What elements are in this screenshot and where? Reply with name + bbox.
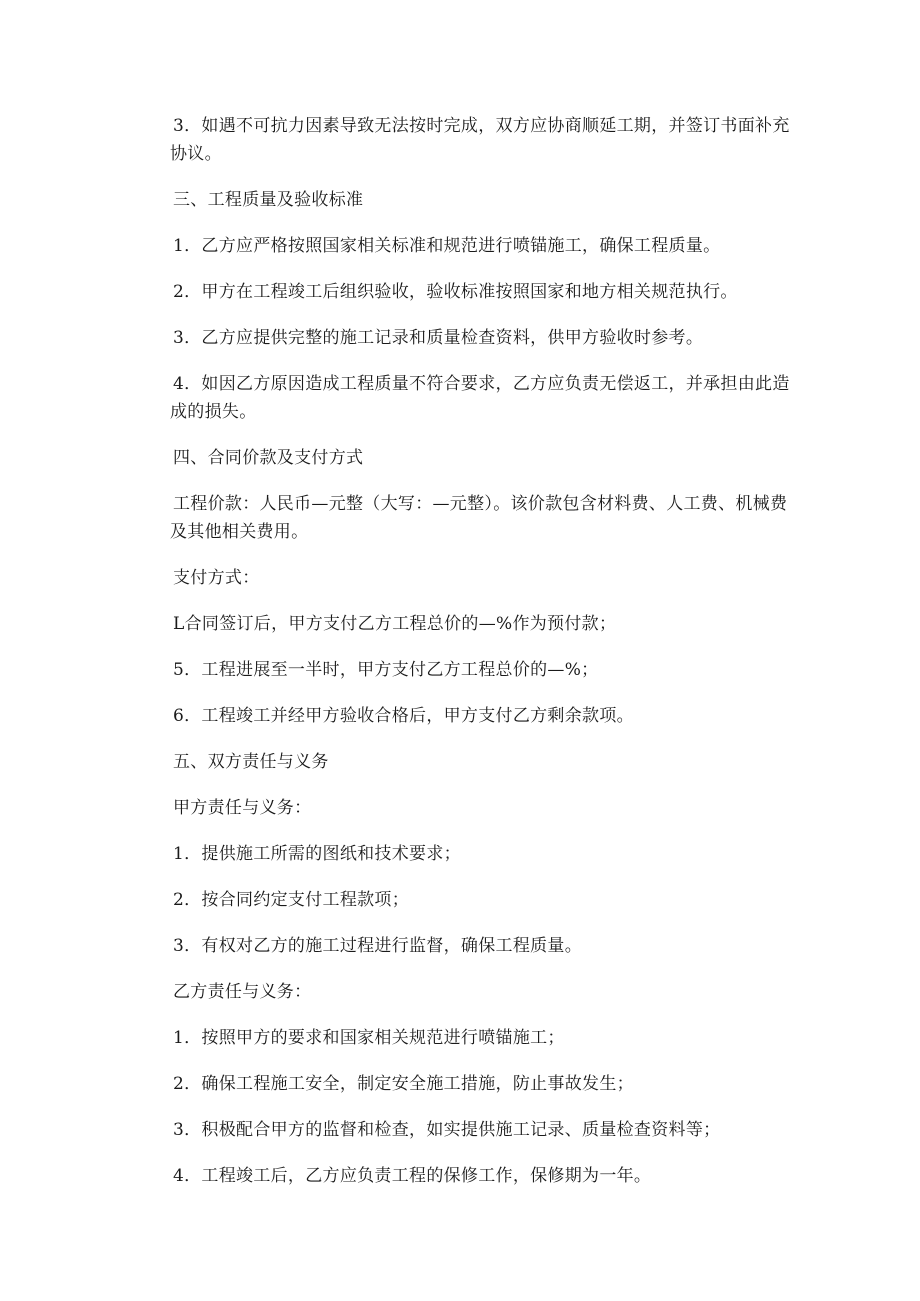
text-line: 甲方责任与义务： bbox=[173, 798, 312, 818]
text-line: 5．工程进展至一半时，甲方支付乙方工程总价的—%； bbox=[173, 660, 599, 680]
text-line: 成的损失。 bbox=[170, 402, 257, 422]
text-line: 五、双方责任与义务 bbox=[173, 752, 329, 772]
document-body bbox=[170, 112, 790, 1190]
text-line: 及其他相关费用。 bbox=[170, 522, 309, 542]
payment-item-5 bbox=[173, 656, 788, 684]
payment-method-label bbox=[173, 564, 788, 592]
text-line: 协议。 bbox=[170, 144, 222, 164]
party-b-label bbox=[173, 978, 788, 1006]
text-line: 工程价款：人民币—元整（大写：—元整）。该价款包含材料费、人工费、机械费 bbox=[173, 494, 788, 514]
text-line: 3．积极配合甲方的监督和检查，如实提供施工记录、质量检查资料等； bbox=[173, 1120, 721, 1140]
text-line: 三、工程质量及验收标准 bbox=[173, 190, 364, 210]
text-line: 1．提供施工所需的图纸和技术要求； bbox=[173, 844, 461, 864]
text-line: 4．工程竣工后，乙方应负责工程的保修工作，保修期为一年。 bbox=[173, 1166, 652, 1186]
text-line: 支付方式： bbox=[173, 568, 260, 588]
quality-item-3 bbox=[173, 324, 788, 352]
party-b-item-2 bbox=[173, 1070, 788, 1098]
section-heading-price bbox=[173, 444, 788, 472]
text-line: 3．乙方应提供完整的施工记录和质量检查资料，供甲方验收时参考。 bbox=[173, 328, 704, 348]
section-heading-quality bbox=[173, 186, 788, 214]
quality-item-4 bbox=[170, 370, 790, 426]
party-a-item-1 bbox=[173, 840, 788, 868]
quality-item-2 bbox=[173, 278, 788, 306]
clause-3-force-majeure bbox=[170, 112, 790, 168]
quality-item-1 bbox=[173, 232, 788, 260]
party-a-item-2 bbox=[173, 886, 788, 914]
text-line: 1．按照甲方的要求和国家相关规范进行喷锚施工； bbox=[173, 1028, 565, 1048]
text-line: 1．乙方应严格按照国家相关标准和规范进行喷锚施工，确保工程质量。 bbox=[173, 236, 721, 256]
text-line: 2．按合同约定支付工程款项； bbox=[173, 890, 410, 910]
section-heading-responsibilities bbox=[173, 748, 788, 776]
payment-item-1 bbox=[173, 610, 788, 638]
text-line: L合同签订后，甲方支付乙方工程总价的—%作为预付款； bbox=[173, 614, 617, 634]
text-line: 乙方责任与义务： bbox=[173, 982, 312, 1002]
text-line: 6．工程竣工并经甲方验收合格后，甲方支付乙方剩余款项。 bbox=[173, 706, 634, 726]
text-line: 2．甲方在工程竣工后组织验收，验收标准按照国家和地方相关规范执行。 bbox=[173, 282, 738, 302]
payment-item-6 bbox=[173, 702, 788, 730]
text-line: 2．确保工程施工安全，制定安全施工措施，防止事故发生； bbox=[173, 1074, 634, 1094]
text-line: 4．如因乙方原因造成工程质量不符合要求，乙方应负责无偿返工，并承担由此造 bbox=[173, 374, 790, 394]
party-b-item-1 bbox=[173, 1024, 788, 1052]
party-b-item-3 bbox=[173, 1116, 788, 1144]
text-line: 四、合同价款及支付方式 bbox=[173, 448, 364, 468]
price-paragraph bbox=[170, 490, 788, 546]
party-a-label bbox=[173, 794, 788, 822]
party-b-item-4 bbox=[173, 1162, 788, 1190]
text-line: 3．如遇不可抗力因素导致无法按时完成，双方应协商顺延工期，并签订书面补充 bbox=[173, 116, 790, 136]
party-a-item-3 bbox=[173, 932, 788, 960]
text-line: 3．有权对乙方的施工过程进行监督，确保工程质量。 bbox=[173, 936, 583, 956]
